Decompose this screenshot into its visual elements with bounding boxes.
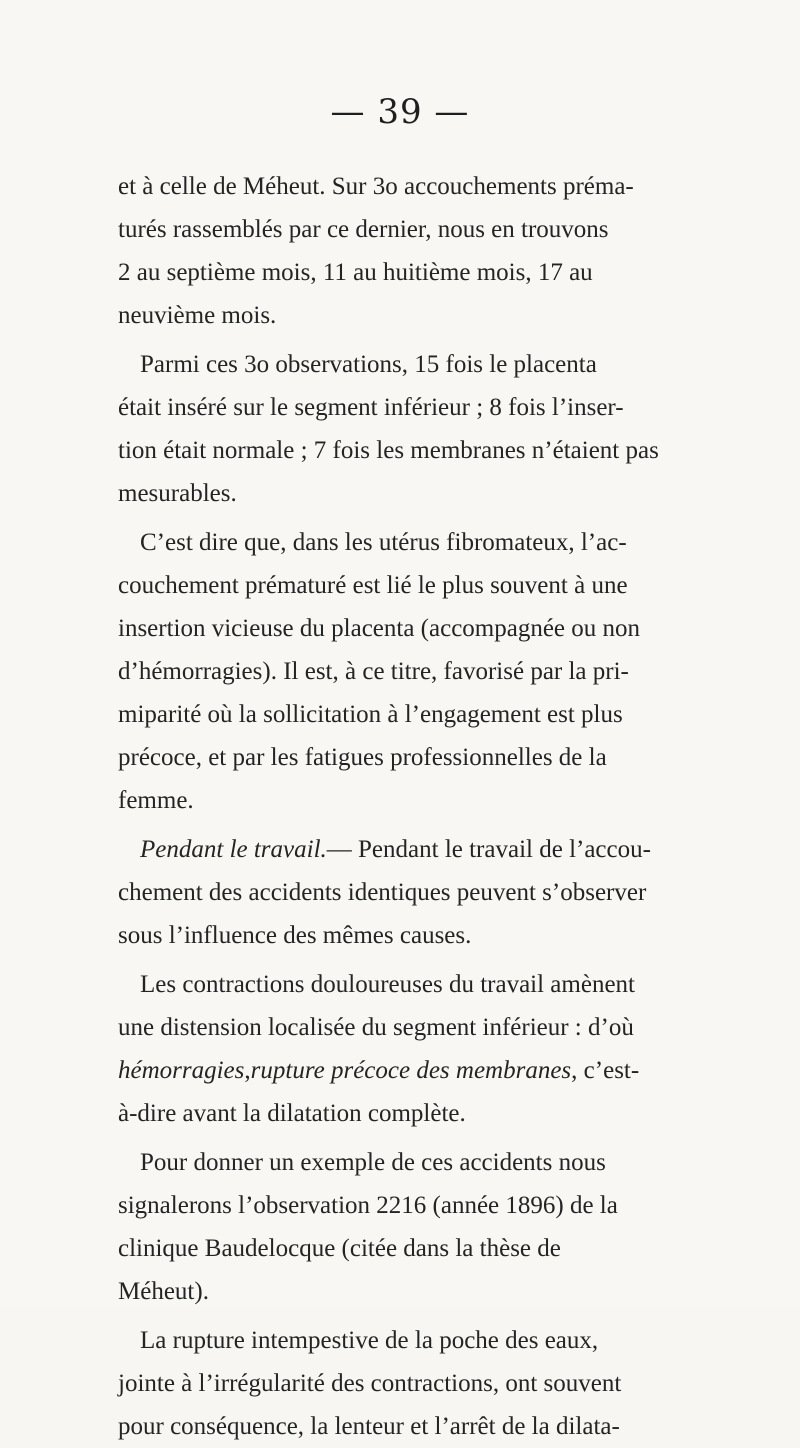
italic-term: hémorragies — [118, 1057, 245, 1084]
text-line: femme. — [118, 787, 194, 814]
text-line: à-dire avant la dilatation complète. — [118, 1100, 466, 1127]
text-line: miparité où la sollicitation à l’engagement est plus — [118, 701, 623, 728]
text-line: jointe à l’irrégularité des contractions, ont souvent — [118, 1370, 622, 1397]
text-line: Parmi ces 3o observations, 15 fois le placenta — [140, 351, 597, 378]
text-line: neuvième mois. — [118, 302, 277, 329]
paragraph-4 — [118, 828, 698, 957]
paragraph-5 — [118, 963, 698, 1135]
text-line-mixed — [118, 828, 720, 871]
text-line: turés rassemblés par ce dernier, nous en trouvons — [118, 216, 609, 243]
page-number: — 39 — — [330, 92, 470, 132]
text-line: une distension localisée du segment inférieur : d’où — [118, 1014, 634, 1041]
text-line: couchement prématuré est lié le plus souvent à une — [118, 572, 628, 599]
text-line: mesurables. — [118, 480, 237, 507]
text-line: tion était normale ; 7 fois les membranes n’étaient pas — [118, 437, 659, 464]
text-line: Les contractions douloureuses du travail amènent — [140, 971, 635, 998]
paragraph-1 — [118, 165, 698, 337]
text-line-mixed — [118, 1049, 698, 1092]
text-line: et à celle de Méheut. Sur 3o accouchements préma- — [118, 173, 634, 200]
text-line: insertion vicieuse du placenta (accompagnée ou non — [118, 615, 641, 642]
italic-term: rupture précoce des membranes — [250, 1057, 572, 1084]
text-line: était inséré sur le segment inférieur ; 8 fois l’inser- — [118, 394, 624, 421]
text-line: Méheut). — [118, 1278, 209, 1305]
text-line: pour conséquence, la lenteur et l’arrêt de la dilata- — [118, 1413, 620, 1440]
text-line: Pour donner un exemple de ces accidents nous — [140, 1149, 606, 1176]
paragraph-7 — [118, 1319, 698, 1448]
text-line: précoce, et par les fatigues professionnelles de la — [118, 744, 607, 771]
paragraph-2 — [118, 343, 698, 515]
paragraph-3 — [118, 521, 698, 822]
text-line: C’est dire que, dans les utérus fibromateux, l’ac- — [140, 529, 627, 556]
text-segment: , — [244, 1057, 251, 1084]
text-line: signalerons l’observation 2216 (année 1896) de la — [118, 1192, 618, 1219]
text-line: chement des accidents identiques peuvent s’observer — [118, 879, 647, 906]
text-segment: — Pendant le travail de l’accou- — [326, 836, 651, 863]
body-text — [118, 165, 698, 1448]
text-line: d’hémorragies). Il est, à ce titre, favorisé par la pri- — [118, 658, 629, 685]
paragraph-6 — [118, 1141, 698, 1313]
section-heading-italic: Pendant le travail. — [140, 836, 327, 863]
text-line: clinique Baudelocque (citée dans la thèse de — [118, 1235, 561, 1262]
text-line: 2 au septième mois, 11 au huitième mois, 17 au — [118, 259, 593, 286]
text-line: sous l’influence des mêmes causes. — [118, 922, 472, 949]
text-segment: , c’est- — [571, 1057, 640, 1084]
text-line: La rupture intempestive de la poche des eaux, — [140, 1327, 599, 1354]
